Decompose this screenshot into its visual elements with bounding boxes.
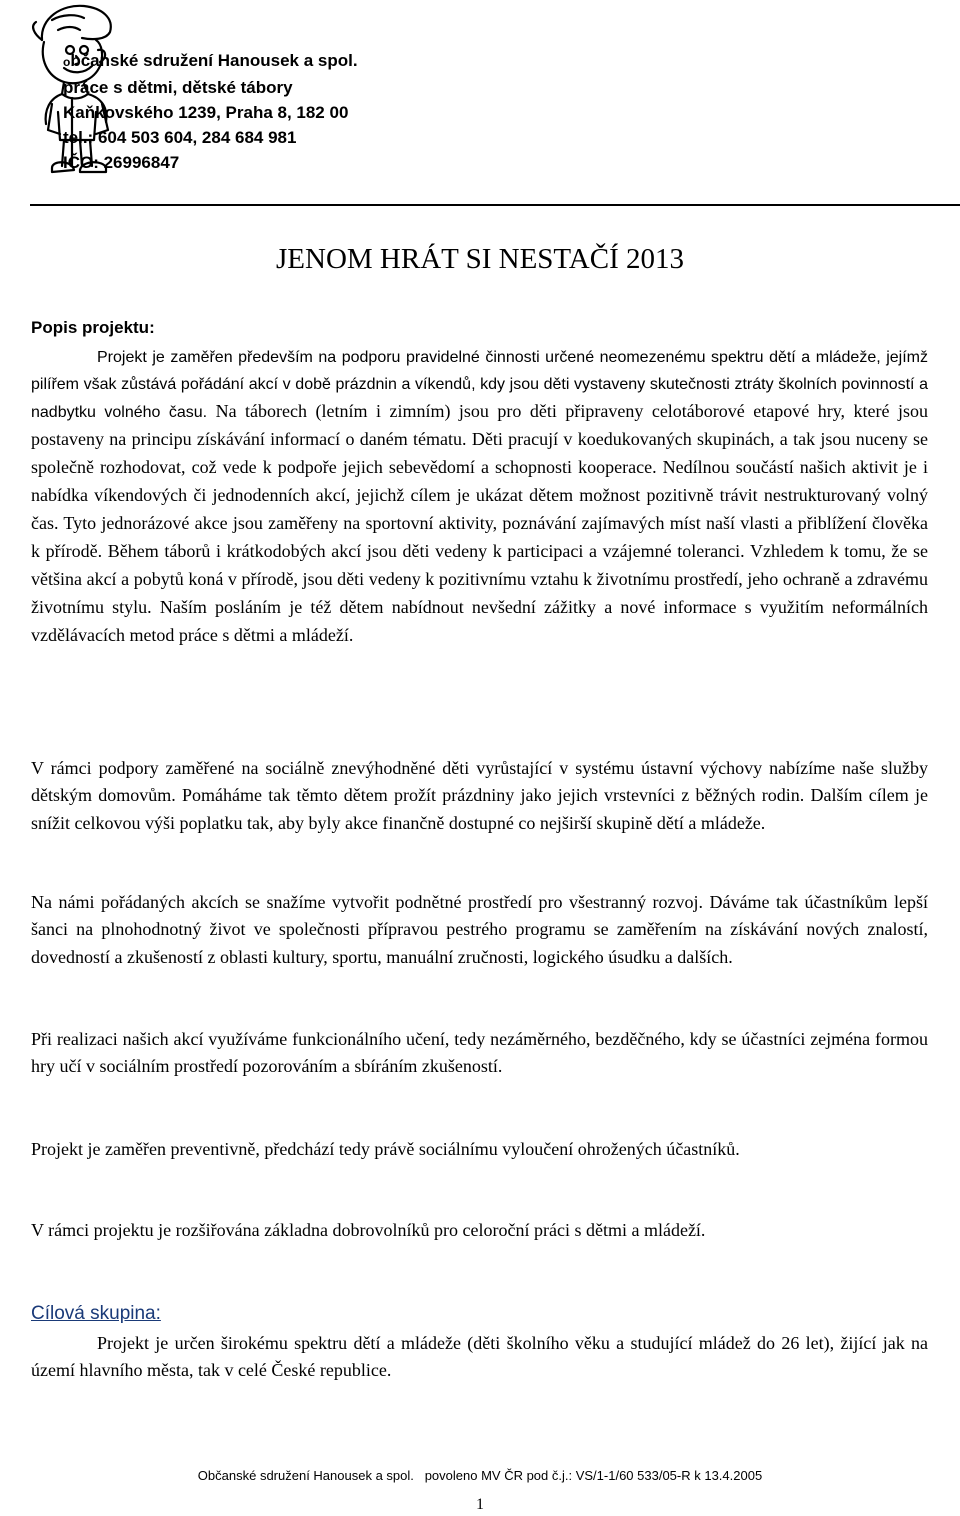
paragraph-cilova-skupina: Projekt je určen širokému spektru dětí a mládeže (děti školního věku a studující mládež do 26 let), žijící jak na území hlavního města, tak v celé České republice. [31, 1333, 928, 1381]
page-number: 1 [476, 1496, 484, 1513]
organization-header [63, 48, 358, 175]
paragraph-funkcionalni-uceni: Při realizaci našich akcí využíváme funkcionálního učení, tedy nezáměrného, bezděčného, kdy se účastníci zejména formou hry učí v sociálním prostředí pozorováním a sbíráním zkušeností. [31, 1029, 928, 1077]
section-heading-popis: Popis projektu: [31, 318, 155, 337]
page-footer: Občanské sdružení Hanousek a spol. povoleno MV ČR pod č.j.: VS/1-1/60 533/05-R k 13.4.2005 [197, 1468, 763, 1483]
section-heading-cilova-skupina: Cílová skupina: [31, 1303, 161, 1324]
org-activity-line: práce s dětmi, dětské tábory [63, 78, 293, 97]
org-address-line: Kaňkovského 1239, Praha 8, 182 00 [63, 103, 349, 122]
popis-intro-serif: Na táborech (letním i zimním) jsou pro děti připraveny celotáborové etapové hry, které jsou postaveny na principu získávání informací o daném tématu. Děti pracují v koedukovaných skupinách, a tak jsou nuceny se společně rozhodovat, což vede k podpoře jejich sebevědomí a schopnosti kooperace. Nedílnou součástí našich aktivit je i nabídka víkendových či jednodenních akcí, jejichž cílem je ukázat dětem možnost pozitivně trávit nestrukturovaný volný čas. Tyto jednorázové akce jsou zaměřeny na sportovní aktivity, poznávání zajímavých míst naší vlasti a přiblížení člověka k přírodě. Během táborů i krátkodobých akcí jsou děti vedeny k participaci a vzájemné toleranci. Vzhledem k tomu, že se většina akcí a pobytů koná v přírodě, jsou děti vedeny k pozitivnímu vztahu k životnímu prostředí, jeho ochraně a zdravému životnímu stylu. Naším posláním je též dětem nabídnout nevšední zážitky a nové informace s využitím neformálních vzdělávacích metod práce s dětmi a mládeží. [31, 401, 928, 645]
popis-intro-sans: Projekt je zaměřen především na podporu pravidelné činnosti určené neomezenému spektru dětí a mládeže, jejímž pilířem však zůstává pořádání akcí v době prázdnin a víkendů, kdy jsou děti vystaveny skutečnosti ztráty školních povinností a nadbytku volného času. [31, 349, 928, 421]
document-title: JENOM HRÁT SI NESTAČÍ 2013 [276, 243, 684, 275]
paragraph-popis [31, 344, 928, 650]
org-ico-line: IČO: 26996847 [63, 153, 180, 172]
paragraph-rozvoj: Na námi pořádaných akcích se snažíme vytvořit podnětné prostředí pro všestranný rozvoj. Dáváme tak účastníkům lepší šanci na plnohodnotný život ve společnosti přípravou pestrého programu se zaměřením na získávání nových znalostí, dovedností a zkušeností z oblasti kultury, sportu, manuální zručnosti, logického úsudku a dalších. [31, 892, 928, 967]
org-phone-line: tel.: 604 503 604, 284 684 981 [63, 128, 297, 147]
paragraph-ustavni-vychova: V rámci podpory zaměřené na sociálně znevýhodněné děti vyrůstající v systému ústavní výchovy nabízíme naše služby dětským domovům. Pomáháme tak těmto dětem prožít prázdniny jako jejich vrstevníci z běžných rodin. Dalším cílem je snížit celkovou výši poplatku tak, aby byly akce finančně dostupné co nejširší skupině dětí a mládeže. [31, 758, 928, 833]
header-divider [30, 204, 960, 206]
paragraph-prevence: Projekt je zaměřen preventivně, předchází tedy právě sociálnímu vyloučení ohrožených účastníků. [31, 1139, 740, 1159]
org-name-line: občanské sdružení Hanousek a spol. [63, 51, 358, 70]
paragraph-dobrovolnici: V rámci projektu je rozšiřována základna dobrovolníků pro celoroční práci s dětmi a mládeží. [31, 1220, 706, 1240]
